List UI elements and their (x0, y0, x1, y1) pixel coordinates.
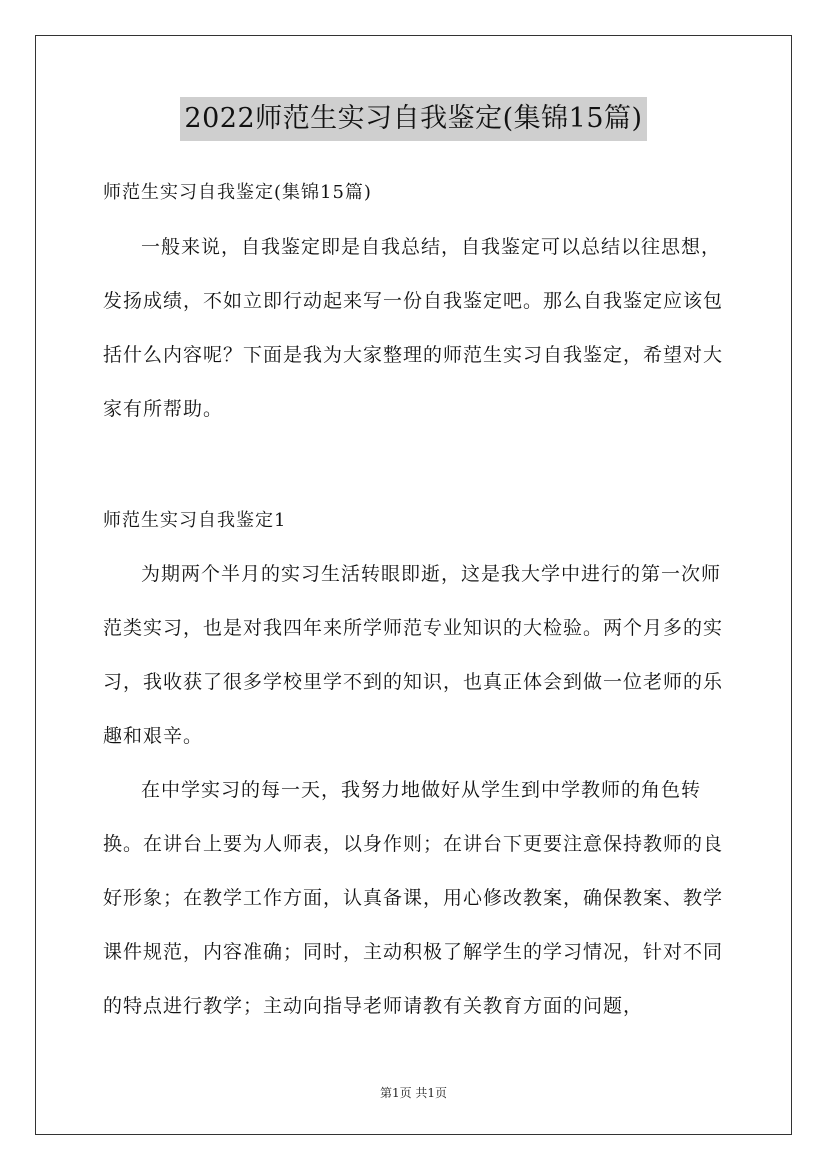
section-heading: 师范生实习自我鉴定1 (103, 510, 287, 531)
document-title: 2022师范生实习自我鉴定(集锦15篇) (180, 97, 646, 141)
page-footer: 第1页 共1页 (379, 1086, 448, 1100)
title-area (0, 97, 827, 141)
document-subtitle: 师范生实习自我鉴定(集锦15篇) (103, 182, 372, 203)
section-body (103, 547, 733, 1033)
section-paragraph-1: 为期两个半月的实习生活转眼即逝，这是我大学中进行的第一次师范类实习，也是对我四年来所学师范专业知识的大检验。两个月多的实习，我收获了很多学校里学不到的知识，也真正体会到做一位老师的乐趣和艰辛。 (103, 563, 724, 747)
intro-paragraph: 一般来说，自我鉴定即是自我总结，自我鉴定可以总结以往思想，发扬成绩，不如立即行动起来写一份自我鉴定吧。那么自我鉴定应该包括什么内容呢？下面是我为大家整理的师范生实习自我鉴定，希望对大家有所帮助。 (103, 236, 724, 420)
intro-block (103, 220, 733, 436)
section-paragraph-2: 在中学实习的每一天，我努力地做好从学生到中学教师的角色转换。在讲台上要为人师表，以身作则；在讲台下更要注意保持教师的良好形象；在教学工作方面，认真备课，用心修改教案，确保教案、教学课件规范，内容准确；同时，主动积极了解学生的学习情况，针对不同的特点进行教学；主动向指导老师请教有关教育方面的问题， (103, 779, 724, 1017)
